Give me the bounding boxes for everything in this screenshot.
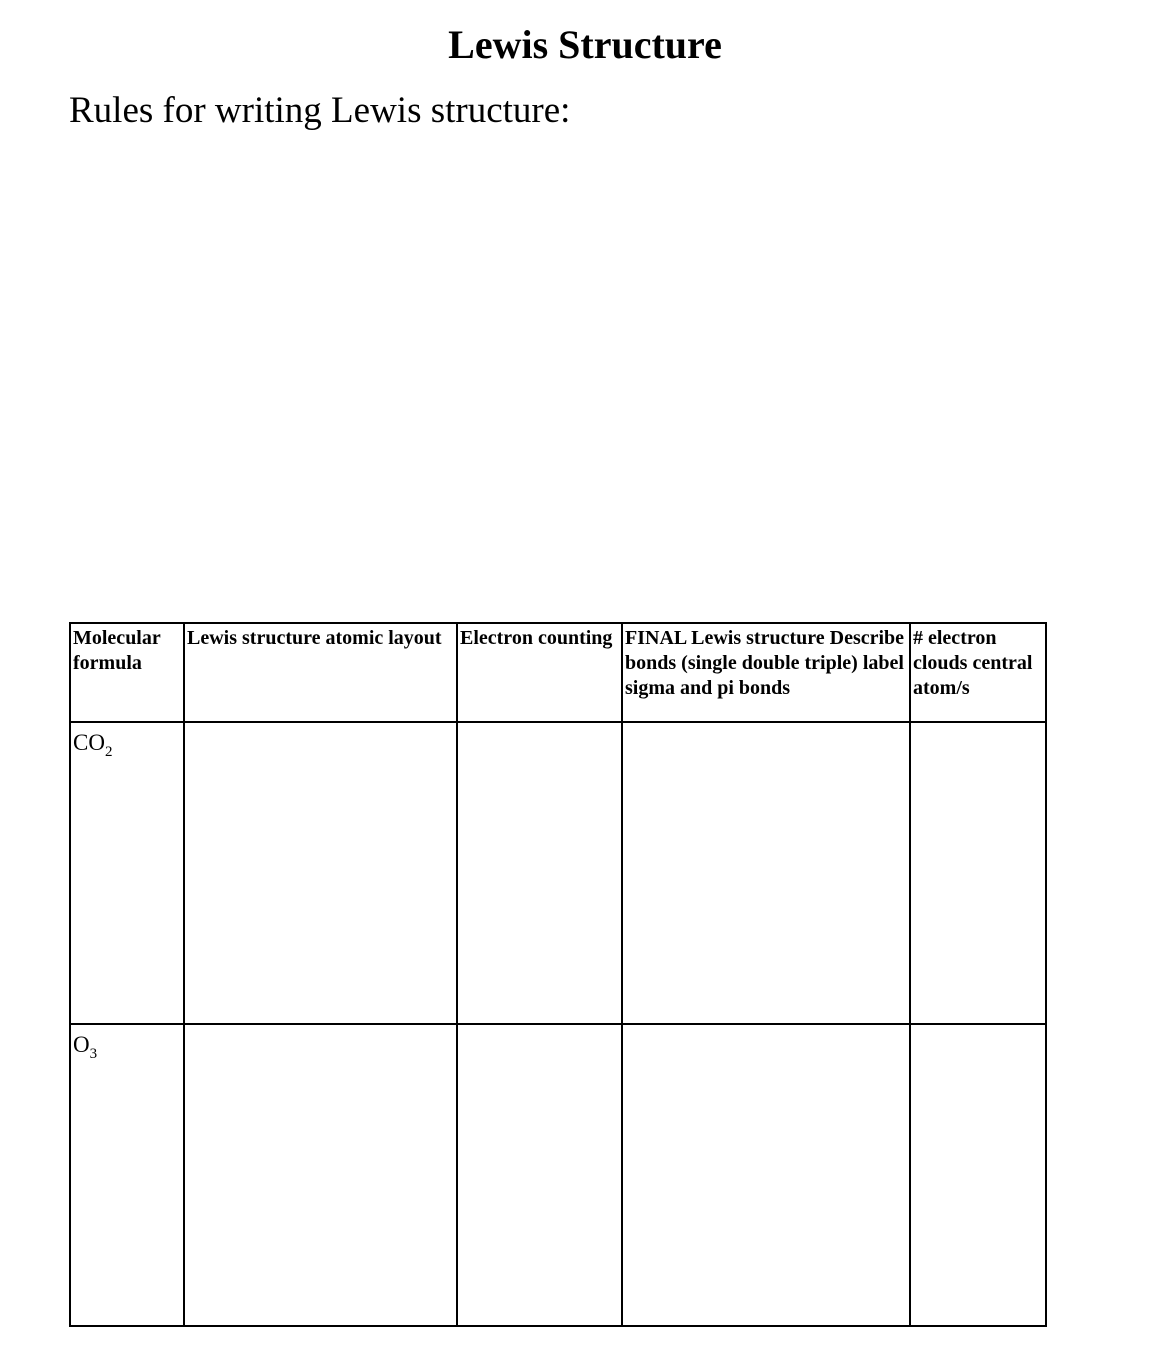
- electron-counting-cell[interactable]: [457, 1024, 622, 1326]
- atomic-layout-cell[interactable]: [184, 1024, 457, 1326]
- final-structure-cell[interactable]: [622, 722, 910, 1024]
- electron-counting-cell[interactable]: [457, 722, 622, 1024]
- table-row: [70, 1024, 1046, 1326]
- header-final-lewis-structure: FINAL Lewis structure Describe bonds (single double triple) label sigma and pi bonds: [622, 623, 910, 722]
- rules-heading: Rules for writing Lewis structure:: [69, 90, 571, 131]
- final-structure-cell[interactable]: [622, 1024, 910, 1326]
- table-row: [70, 722, 1046, 1024]
- header-molecular-formula: Molecular formula: [70, 623, 184, 722]
- header-electron-counting: Electron counting: [457, 623, 622, 722]
- page-title: Lewis Structure: [448, 22, 722, 67]
- formula-cell: [70, 1024, 184, 1326]
- formula-subscript: 3: [89, 1046, 98, 1062]
- header-atomic-layout: Lewis structure atomic layout: [184, 623, 457, 722]
- header-electron-clouds: # electron clouds central atom/s: [910, 623, 1046, 722]
- formula-subscript: 2: [104, 744, 113, 760]
- formula-cell: [70, 722, 184, 1024]
- formula-base: CO: [73, 730, 105, 755]
- formula-base: O: [73, 1032, 90, 1057]
- table-header-row: [70, 623, 1046, 722]
- atomic-layout-cell[interactable]: [184, 722, 457, 1024]
- electron-clouds-cell[interactable]: [910, 1024, 1046, 1326]
- electron-clouds-cell[interactable]: [910, 722, 1046, 1024]
- lewis-worksheet-table: [69, 622, 1047, 1327]
